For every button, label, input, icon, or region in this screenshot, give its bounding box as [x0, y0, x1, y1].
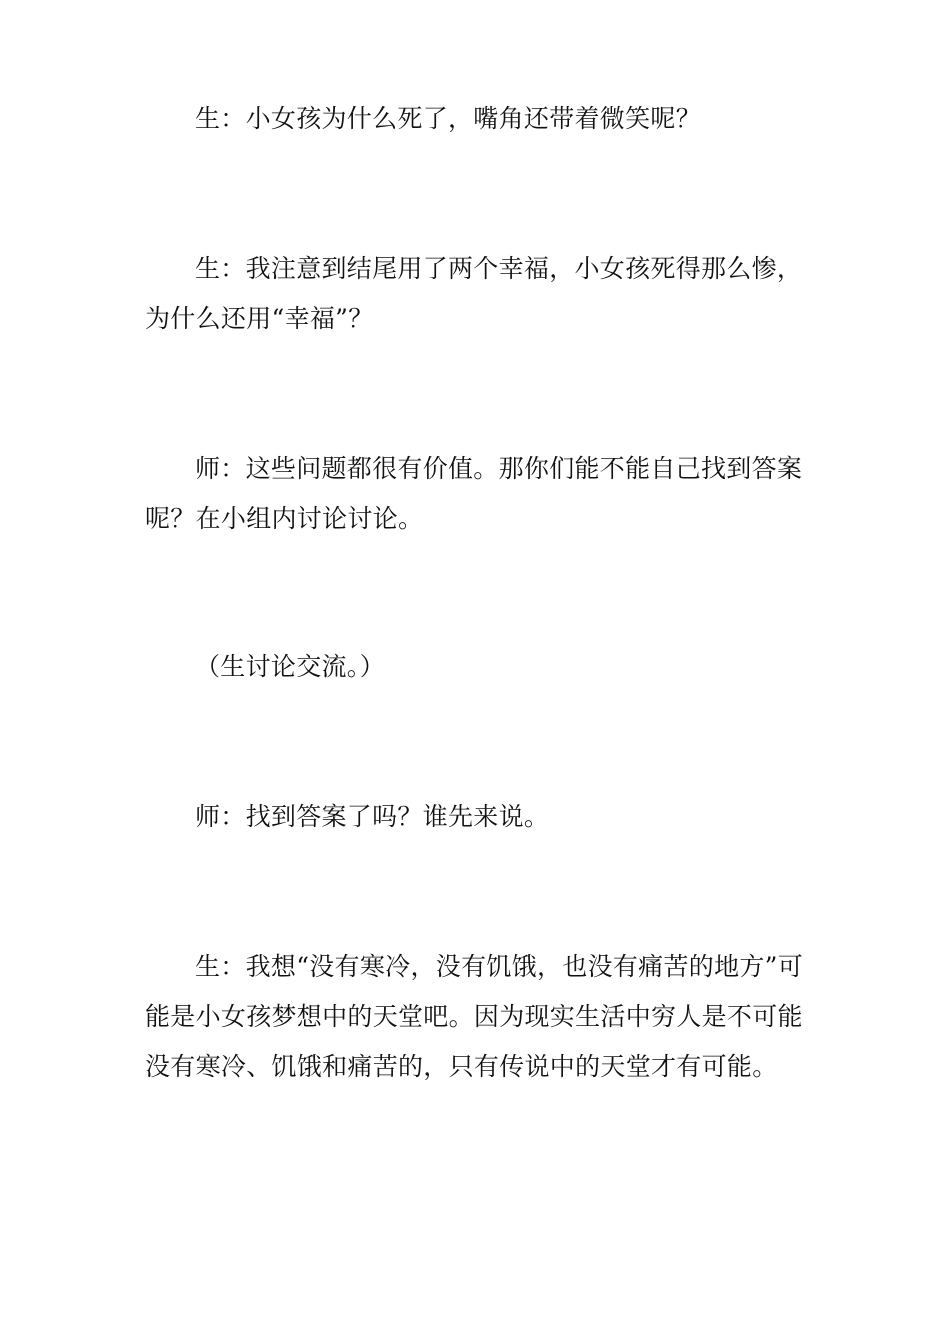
paragraph-teacher-ask-answer: 师：找到答案了吗？谁先来说。 — [195, 802, 550, 831]
paragraph-student-discussion-note: （生讨论交流。） — [195, 652, 385, 681]
paragraph-student-answer-heaven: 生：我想“没有寒冷，没有饥饿，也没有痛苦的地方”可能是小女孩梦想中的天堂吧。因为现实生活中穷人是不可能没有寒冷、饥饿和痛苦的，只有传说中的天堂才有可能。 — [145, 952, 804, 1081]
paragraph-student-question-smile: 生：小女孩为什么死了，嘴角还带着微笑呢？ — [195, 104, 702, 133]
paragraph-teacher-prompt-discussion: 师：这些问题都很有价值。那你们能不能自己找到答案呢？在小组内讨论讨论。 — [145, 454, 803, 533]
paragraph-student-question-happiness: 生：我注意到结尾用了两个幸福，小女孩死得那么惨，为什么还用“幸福”？ — [145, 254, 803, 333]
